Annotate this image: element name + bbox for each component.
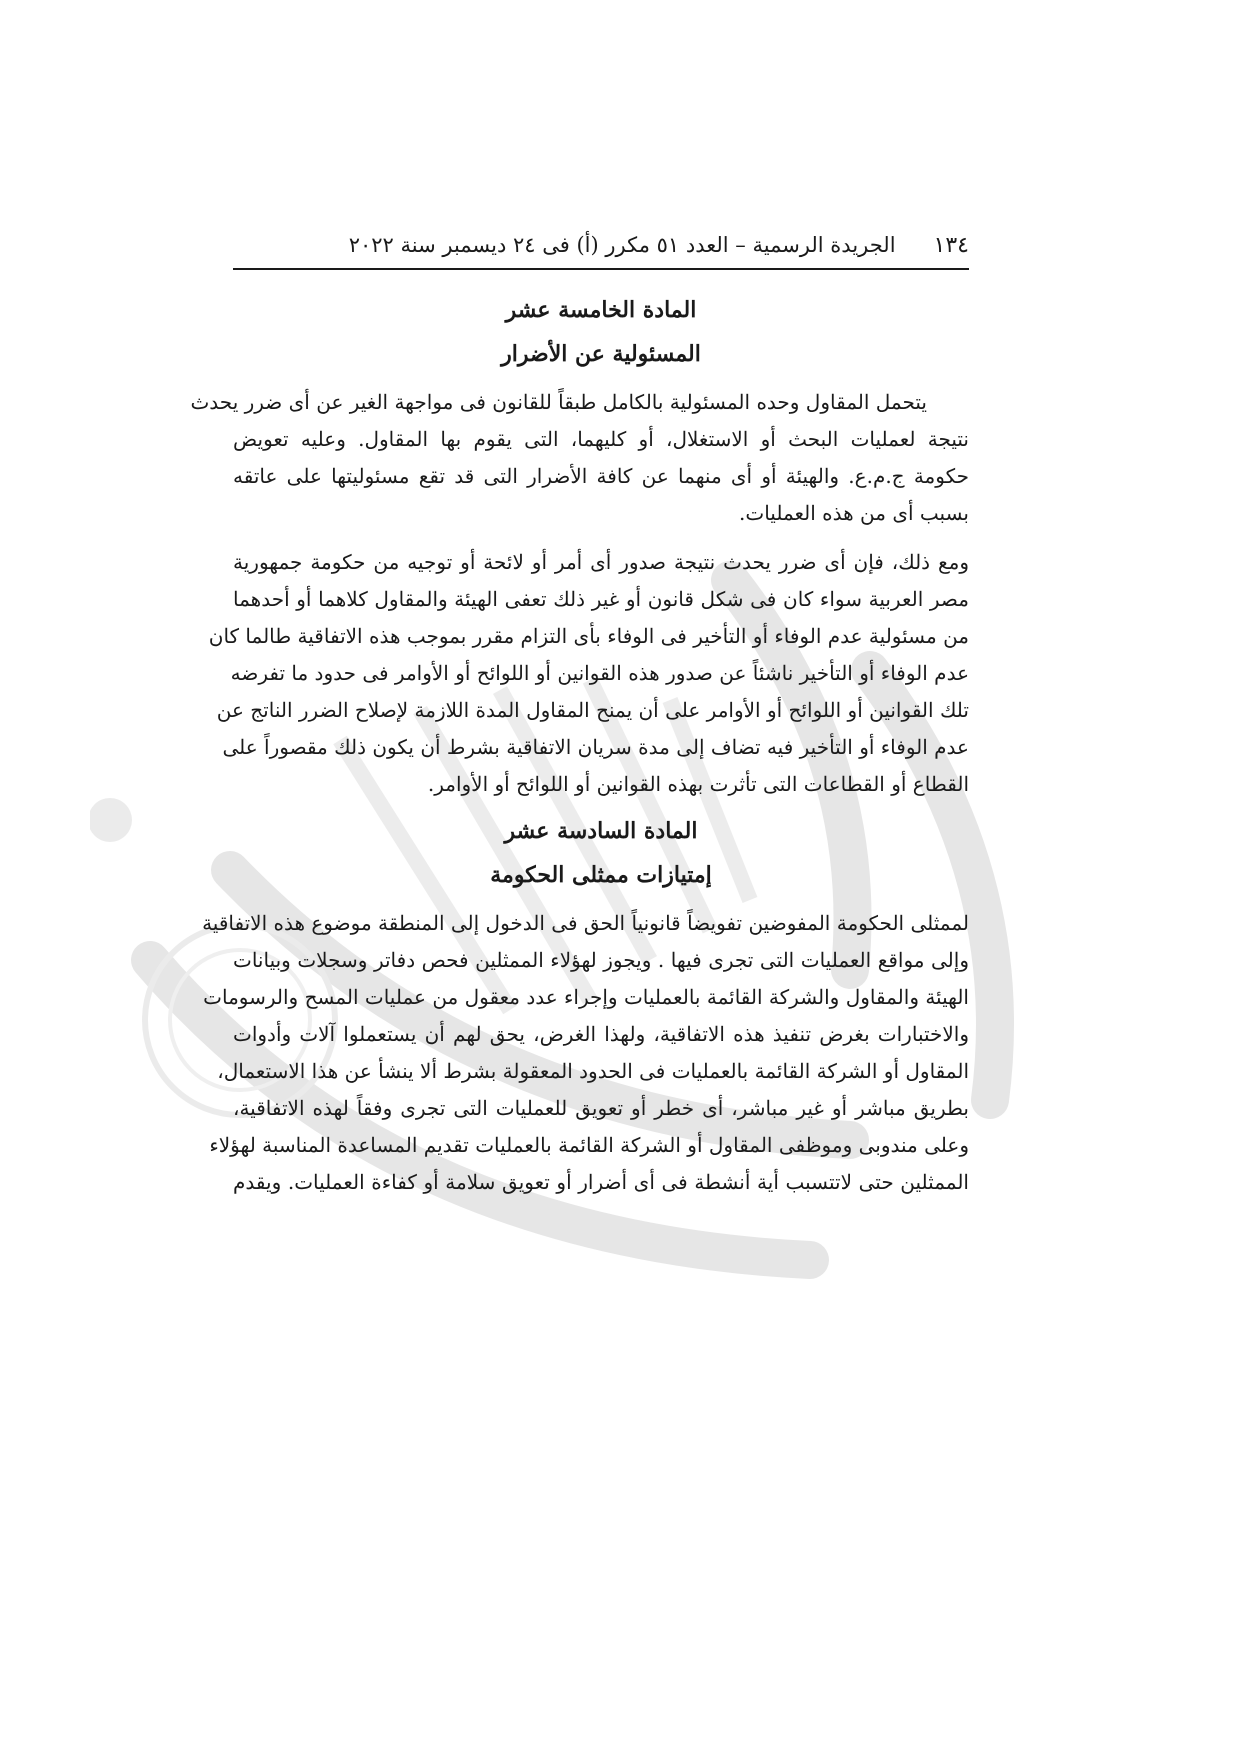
article-15-subheading: المسئولية عن الأضرار <box>501 341 701 367</box>
article-15-paragraph-1 <box>190 384 969 532</box>
text-line: عدم الوفاء أو التأخير فيه تضاف إلى مدة سريان الاتفاقية بشرط أن يكون ذلك مقصوراً على <box>222 735 969 759</box>
text-line: القطاع أو القطاعات التى تأثرت بهذه القوانين أو اللوائح أو الأوامر. <box>427 772 969 796</box>
text-line: والاختبارات بغرض تنفيذ هذه الاتفاقية، ولهذا الغرض، يحق لهم أن يستعملوا آلات وأدوات <box>233 1022 969 1046</box>
article-15-paragraph-2 <box>208 544 969 803</box>
text-line: الممثلين حتى لاتتسبب أية أنشطة فى أى أضرار أو تعويق سلامة أو كفاءة العمليات. ويقدم <box>233 1170 969 1194</box>
document-body <box>190 286 969 1213</box>
page-number: ١٣٤ <box>933 232 969 258</box>
text-line: بطريق مباشر أو غير مباشر، أى خطر أو تعويق للعمليات التى تجرى وفقاً لهذه الاتفاقية، <box>233 1096 969 1120</box>
article-16-heading: المادة السادسة عشر <box>504 818 698 844</box>
article-16-subheading: إمتيازات ممثلى الحكومة <box>490 862 712 888</box>
text-line: من مسئولية عدم الوفاء أو التأخير فى الوفاء بأى التزام مقرر بموجب هذه الاتفاقية طالما كان <box>208 624 969 648</box>
text-line: عدم الوفاء أو التأخير ناشئاً عن صدور هذه القوانين أو اللوائح أو الأوامر فى حدود ما تفرضه <box>230 661 969 685</box>
gazette-header-title: الجريدة الرسمية – العدد ٥١ مكرر (أ) فى ٢٤ ديسمبر سنة ٢٠٢٢ <box>348 233 896 257</box>
text-line: ومع ذلك، فإن أى ضرر يحدث نتيجة صدور أى أمر أو لائحة أو توجيه من حكومة جمهورية <box>233 550 969 574</box>
text-line: الهيئة والمقاول والشركة القائمة بالعمليات وإجراء عدد معقول من عمليات المسح والرسومات <box>203 985 969 1009</box>
text-line: المقاول أو الشركة القائمة بالعمليات فى الحدود المعقولة بشرط ألا ينشأ عن هذا الاستعمال، <box>217 1059 969 1083</box>
text-line: مصر العربية سواء كان فى شكل قانون أو غير ذلك تعفى الهيئة والمقاول كلاهما أو أحدهما <box>233 587 969 611</box>
text-line: نتيجة لعمليات البحث أو الاستغلال، أو كليهما، التى يقوم بها المقاول. وعليه تعويض <box>233 427 969 451</box>
text-line: تلك القوانين أو اللوائح أو الأوامر على أن يمنح المقاول المدة اللازمة لإصلاح الضرر الناتج عن <box>216 698 969 722</box>
text-line: يتحمل المقاول وحده المسئولية بالكامل طبقاً للقانون فى مواجهة الغير عن أى ضرر يحدث <box>190 390 927 414</box>
article-16-paragraph-1 <box>202 905 969 1201</box>
text-line: وإلى مواقع العمليات التى تجرى فيها . ويجوز لهؤلاء الممثلين فحص دفاتر وسجلات وبيانات <box>233 948 969 972</box>
article-15-heading: المادة الخامسة عشر <box>505 297 697 323</box>
page-header <box>233 222 969 270</box>
text-line: لممثلى الحكومة المفوضين تفويضاً قانونياً الحق فى الدخول إلى المنطقة موضوع هذه الاتفاقية <box>202 911 969 935</box>
text-line: حكومة ج.م.ع. والهيئة أو أى منهما عن كافة الأضرار التى قد تقع مسئوليتها على عاتقه <box>233 464 969 488</box>
text-line: بسبب أى من هذه العمليات. <box>739 501 969 525</box>
text-line: وعلى مندوبى وموظفى المقاول أو الشركة القائمة بالعمليات تقديم المساعدة المناسبة لهؤلاء <box>209 1133 969 1157</box>
